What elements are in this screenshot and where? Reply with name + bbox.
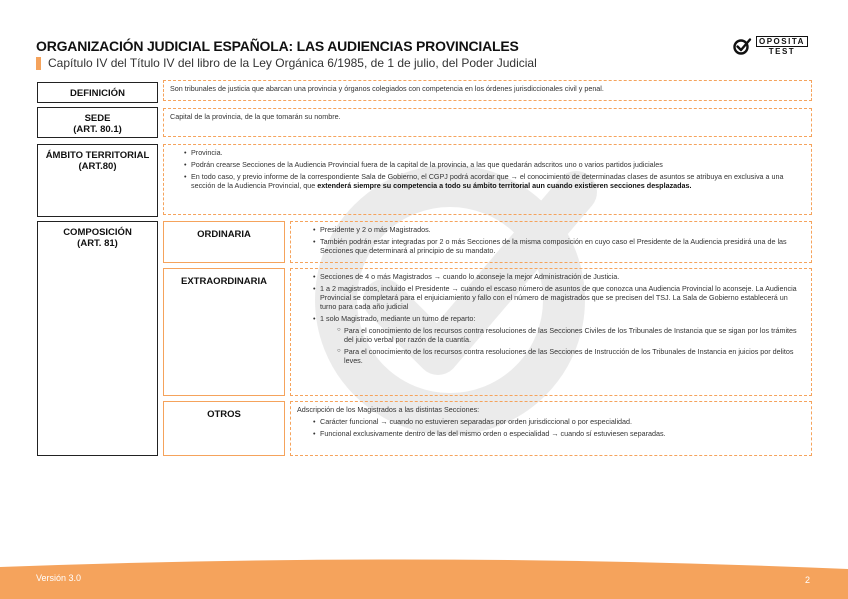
label-ambito-territorial: ÁMBITO TERRITORIAL (ART.80) [37,144,158,217]
sede-text: Capital de la provincia, de la que tomarán su nombre. [170,112,341,121]
sede-content [163,108,812,137]
extraordinaria-item: • 1 a 2 magistrados, incluido el Presidente → cuando el escaso número de asuntos de que conozca una Audiencia Provincial lo aconseje. La Audiencia Provincial se completará para el enjuiciamiento y fallo con el número de magistrados que se precisen del TSJ. La Sala de Gobierno establecerá un turno para cada año judicial [313,284,805,311]
extraordinaria-item: • Secciones de 4 o más Magistrados → cuando lo aconseje la mejor Administración de Justicia. [313,272,805,281]
oposita-test-logo [732,36,808,56]
sede-article: (ART. 80.1) [73,124,122,135]
otros-content [290,401,812,456]
label-definicion: DEFINICIÓN [37,82,158,103]
otros-item: • Carácter funcional → cuando no estuvieren separadas por orden jurisdiccional o por especialidad. [313,417,805,426]
extraordinaria-item: • 1 solo Magistrado, mediante un turno de reparto: [313,314,805,323]
logo-text-test: TEST [768,47,796,56]
ambito-item: • En todo caso, y previo informe de la correspondiente Sala de Gobierno, el CGPJ podrá acordar que → el conocimiento de determinadas clases de asuntos se atribuya en exclusiva a una sección de la Audiencia Provincial, que extenderá siempre su competencia a todo su ámbito territorial aun cuando existieren secciones desplazadas. [184,172,805,190]
ambito-article: (ART.80) [78,161,117,172]
ordinaria-content [290,221,812,263]
footer-version: Versión 3.0 [36,573,82,583]
page-subtitle: Capítulo IV del Título IV del libro de la Ley Orgánica 6/1985, de 1 de julio, del Poder Judicial [48,56,537,70]
extraordinaria-subitem: ○ Para el conocimiento de los recursos contra resoluciones de las Secciones Civiles de los Tribunales de Instancia que se sigan por los trámites del juicio verbal por razón de la cuantía. [337,326,805,344]
ordinaria-item: • Presidente y 2 o más Magistrados. [313,225,805,234]
label-sede: SEDE (ART. 80.1) [37,107,158,138]
ambito-item: • Provincia. [184,148,805,157]
page-title: ORGANIZACIÓN JUDICIAL ESPAÑOLA: LAS AUDIENCIAS PROVINCIALES [36,38,519,54]
otros-item: • Funcional exclusivamente dentro de las del mismo orden o especialidad → cuando sí estuviesen separadas. [313,429,805,438]
logo-text-oposita: OPOSITA [756,36,808,47]
otros-intro: Adscripción de los Magistrados a las distintas Secciones: [297,405,480,414]
check-circle-icon [732,36,752,56]
ambito-item: • Podrán crearse Secciones de la Audiencia Provincial fuera de la capital de la provincia, a las que quedarán adscritos uno o varios partidos judiciales [184,160,805,169]
label-extraordinaria: EXTRAORDINARIA [163,268,285,396]
extraordinaria-subitem: ○ Para el conocimiento de los recursos contra resoluciones de las Secciones de Instrucción de los Tribunales de Instancia en juicios por delitos leves. [337,347,805,365]
extraordinaria-content [290,268,812,396]
label-otros: OTROS [163,401,285,456]
subtitle-accent-bar [36,57,41,70]
footer-page-number: 2 [804,575,810,585]
composicion-article: (ART. 81) [77,238,118,249]
definicion-content [163,80,812,101]
ambito-content [163,144,812,215]
label-ordinaria: ORDINARIA [163,221,285,263]
footer-wave [0,555,848,599]
ordinaria-item: • También podrán estar integradas por 2 o más Secciones de la misma composición en cuyo caso el Presidente de la Audiencia presidirá una de las Secciones que determinará al principio de su mandato. [313,237,805,255]
definicion-text: Son tribunales de justicia que abarcan una provincia y órganos colegiados con competencia en los órdenes jurisdiccionales civil y penal. [170,84,604,93]
label-composicion: COMPOSICIÓN (ART. 81) [37,221,158,456]
